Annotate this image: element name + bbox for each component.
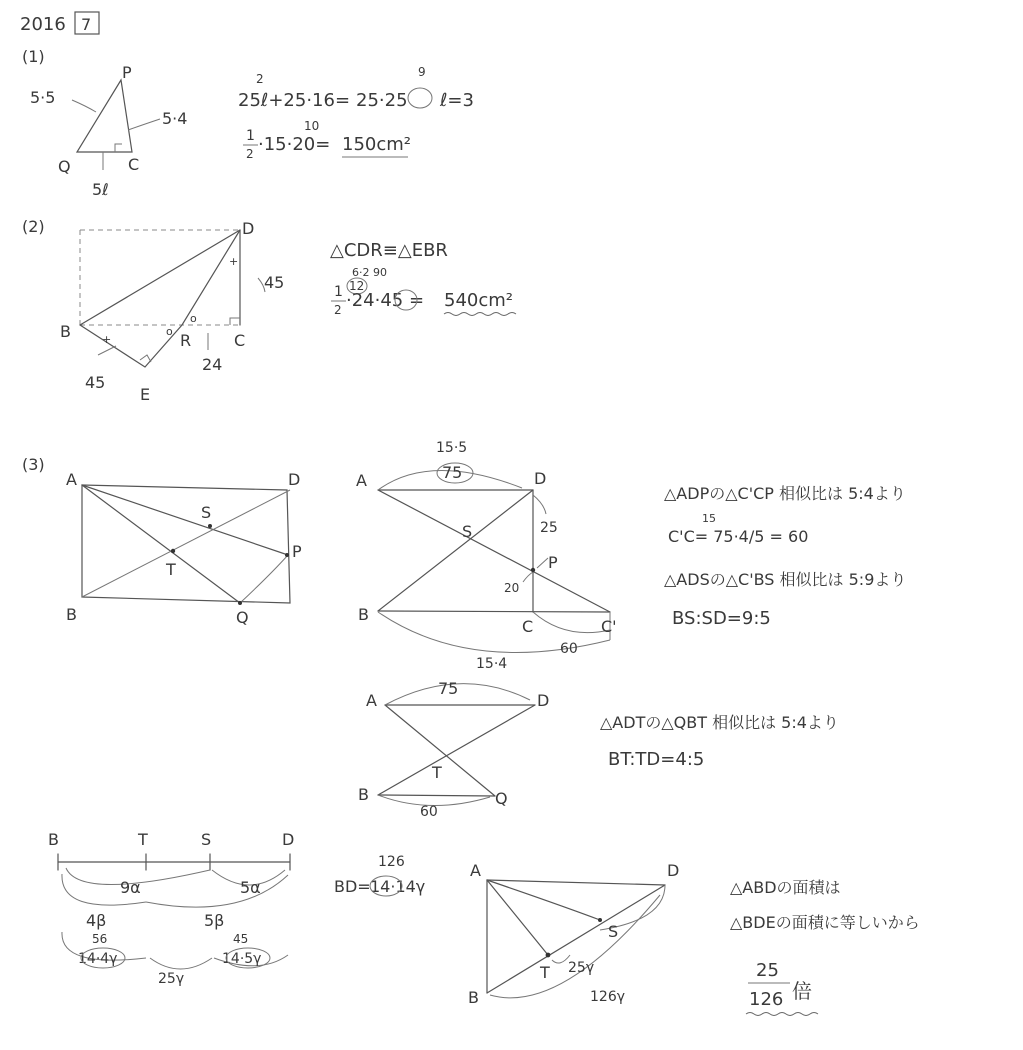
fig4-ts: 25γ [568, 960, 595, 976]
part2-frac-den: 2 [334, 303, 342, 317]
fig4-vertex-t: T [540, 963, 550, 982]
fig2-bottom-label: 15·4 [476, 656, 508, 672]
part3-rectangle-figure [82, 485, 290, 605]
part2-label: (2) [22, 217, 45, 236]
problem-number: 7 [81, 15, 92, 34]
part2-vertex-r: R [180, 331, 192, 350]
part3-rect-vertex-t: T [166, 560, 176, 579]
part2-vertex-d: D [242, 219, 255, 238]
part2-side-dc: 45 [264, 273, 285, 292]
part1-equation-left: 25ℓ+25·16= [238, 90, 351, 111]
part1-triangle [72, 80, 160, 170]
bd-sup: 126 [378, 854, 405, 870]
part1-area-frac-num: 1 [246, 128, 255, 144]
fig2-side-dp: 25 [540, 520, 558, 536]
line-sup56: 56 [92, 932, 108, 946]
fig4-vertex-a: A [470, 861, 481, 880]
line-point-s: S [201, 830, 212, 849]
svg-text:+: + [102, 333, 112, 346]
fig2-vertex-a: A [356, 471, 367, 490]
part3-figure3 [378, 684, 535, 806]
fig3-vertex-b: B [358, 785, 369, 804]
line-point-t: T [138, 830, 148, 849]
part2-expression: ·24·45 = [346, 290, 425, 311]
line-a-right: 5α [240, 878, 261, 897]
part1-area-answer: 150cm² [342, 134, 412, 155]
line-c-right: 14·5γ [222, 951, 262, 967]
fig2-vertex-b: B [358, 605, 369, 624]
svg-text:+: + [229, 255, 239, 268]
similarity-3: △ADTの△QBT 相似比は 5:4より [600, 713, 839, 732]
fig2-side-pc: 20 [504, 581, 520, 595]
line-b-right: 5β [204, 911, 225, 930]
fig2-vertex-s: S [462, 522, 473, 541]
part3-rect-vertex-q: Q [236, 608, 249, 627]
fig2-top-label: 15·5 [436, 440, 468, 456]
line-point-b: B [48, 830, 59, 849]
area-line-1: △ABDの面積は [730, 878, 841, 897]
line-point-d: D [282, 830, 295, 849]
part1-area-expression: ·15·20= [258, 134, 331, 155]
fig4-bd: 126γ [590, 989, 626, 1005]
part3-figure4 [487, 880, 665, 998]
final-denominator: 126 [749, 989, 784, 1010]
fig3-bottom: 60 [420, 804, 438, 820]
year-label: 2016 [20, 14, 66, 35]
line-a-left: 9α [120, 878, 141, 897]
part1-side-qc: 5ℓ [92, 180, 109, 199]
part1-equation-right: 25·25 [356, 90, 408, 111]
part2-side-be: 45 [85, 373, 106, 392]
part1-side-pc: 5·4 [162, 109, 188, 128]
part3-figure2 [378, 470, 610, 652]
fig3-vertex-d: D [537, 691, 550, 710]
fig2-seg-cc2: 60 [560, 641, 578, 657]
part1-vertex-p: P [122, 63, 132, 82]
bd-label: BD= [334, 877, 371, 896]
line-sup45: 45 [233, 932, 249, 946]
fig4-vertex-b: B [468, 988, 479, 1007]
fig3-vertex-a: A [366, 691, 377, 710]
part1-label: (1) [22, 47, 45, 66]
fig3-vertex-q: Q [495, 789, 508, 808]
part2-congruence: △CDR≡△EBR [330, 240, 448, 261]
ratio-bs-sd: BS:SD=9:5 [672, 608, 771, 629]
svg-text:o: o [190, 312, 197, 325]
line-c-left: 14·4γ [78, 951, 118, 967]
part3-rect-vertex-b: B [66, 605, 77, 624]
part3-rect-vertex-p: P [292, 542, 302, 561]
similarity-2: △ADSの△C'BS 相似比は 5:9より [664, 570, 907, 589]
part1-eq-sup9: 9 [418, 65, 426, 79]
part2-sup-line: 6·2 90 [352, 266, 387, 279]
ratio-bt-td: BT:TD=4:5 [608, 749, 705, 770]
calc1-sup: 15 [702, 512, 716, 525]
part1-area-frac-den: 2 [246, 147, 254, 161]
fig4-vertex-d: D [667, 861, 680, 880]
part1-result: ℓ=3 [440, 90, 474, 111]
fig2-top-circled: 75 [442, 463, 463, 482]
part1-vertex-q: Q [58, 157, 71, 176]
part2-vertex-e: E [140, 385, 151, 404]
calc1: C'C= 75·4/5 = 60 [668, 527, 809, 546]
part2-vertex-c: C [234, 331, 246, 350]
part3-rect-vertex-s: S [201, 503, 212, 522]
fig2-vertex-p: P [548, 553, 558, 572]
svg-text:o: o [166, 325, 173, 338]
fig2-vertex-d: D [534, 469, 547, 488]
part2-vertex-b: B [60, 322, 71, 341]
fig2-vertex-c: C [522, 617, 534, 636]
fig3-vertex-t: T [432, 763, 442, 782]
bd-value: 14·14γ [370, 877, 426, 896]
part1-side-pq: 5·5 [30, 88, 56, 107]
line-b-left: 4β [86, 911, 107, 930]
fig4-vertex-s: S [608, 922, 619, 941]
part2-frac-num: 1 [334, 284, 343, 300]
similarity-1: △ADPの△C'CP 相似比は 5:4より [664, 484, 906, 503]
fig3-top: 75 [438, 679, 459, 698]
part3-rect-vertex-d: D [288, 470, 301, 489]
part2-circled-12: 12 [349, 279, 365, 293]
part1-vertex-c: C [128, 155, 140, 174]
fig2-vertex-c-prime: C' [601, 617, 617, 636]
part2-answer: 540cm² [444, 290, 514, 311]
part2-side-rc: 24 [202, 355, 223, 374]
final-unit: 倍 [792, 979, 812, 1003]
part3-rect-vertex-a: A [66, 470, 77, 489]
area-line-2: △BDEの面積に等しいから [730, 913, 920, 932]
part3-label: (3) [22, 455, 45, 474]
final-numerator: 25 [756, 960, 779, 981]
line-c-mid: 25γ [158, 971, 185, 987]
part1-eq-sup2: 2 [256, 72, 264, 86]
part1-area-sup10: 10 [304, 119, 320, 133]
